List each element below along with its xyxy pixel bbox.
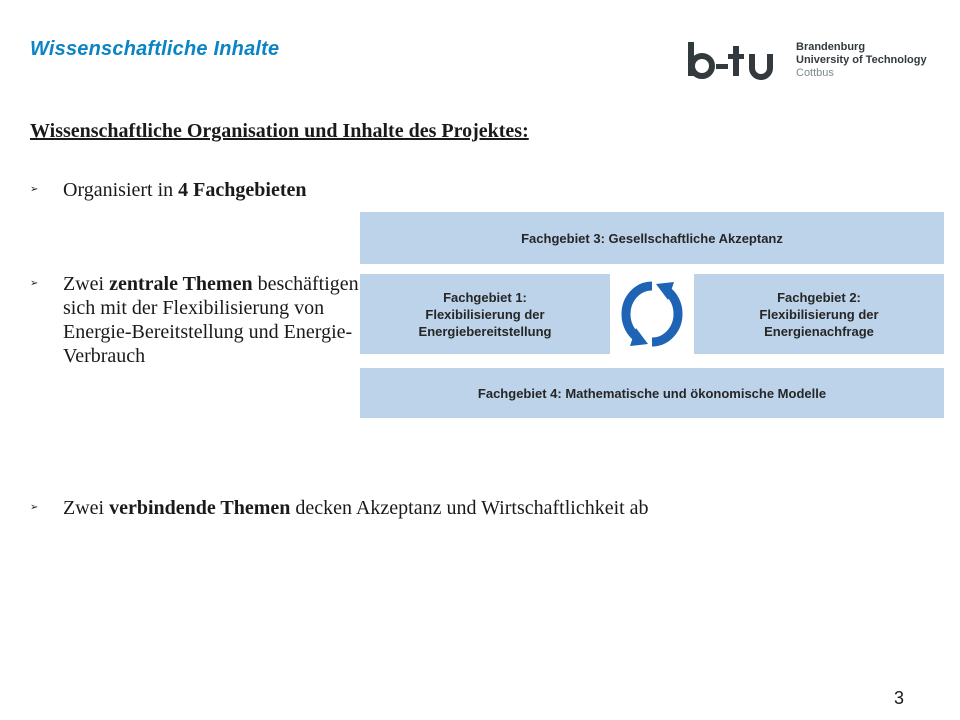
fachgebiet-1-label: Fachgebiet 1: Flexibilisierung der Energiebereitstellung	[418, 289, 552, 339]
fachgebiet-4-box	[360, 368, 944, 418]
fachgebiet-1-box	[360, 274, 610, 354]
logo-line-university: University of Technology	[796, 54, 927, 66]
logo-line-cottbus: Cottbus	[796, 67, 834, 79]
logo-line-brandenburg: Brandenburg	[796, 41, 866, 53]
btu-logo-mark-icon	[686, 38, 786, 82]
bullet-item-verbindende-themen	[30, 496, 930, 520]
bullet-arrow-icon: ➢	[30, 184, 39, 195]
bullet-arrow-icon: ➢	[30, 502, 39, 513]
fachgebiet-2-label: Fachgebiet 2: Flexibilisierung der Energienachfrage	[759, 289, 879, 339]
bullet-text: Zwei verbindende Themen decken Akzeptanz und Wirtschaftlichkeit ab	[63, 497, 649, 519]
bullet-arrow-icon: ➢	[30, 278, 39, 289]
bullet-item-fachgebiete	[30, 178, 306, 202]
fachgebiet-3-box	[360, 212, 944, 264]
fachgebiet-3-label: Fachgebiet 3: Gesellschaftliche Akzeptanz	[521, 230, 783, 246]
bullet-text: Organisiert in 4 Fachgebieten	[63, 179, 307, 201]
fachgebiet-4-label: Fachgebiet 4: Mathematische und ökonomische Modelle	[477, 385, 827, 401]
section-heading: Wissenschaftliche Organisation und Inhalte des Projektes:	[30, 120, 529, 142]
btu-logo	[686, 38, 936, 82]
page-number: 3	[894, 688, 905, 708]
fachgebiet-2-box	[694, 274, 944, 354]
refresh-cycle-icon	[618, 276, 686, 352]
bullet-item-zentrale-themen	[30, 272, 370, 368]
fachgebiete-diagram	[360, 210, 946, 420]
bullet-text: Zwei zentrale Themen beschäftigen sich mit der Flexibilisierung von Energie-Bereitstellung und Energie-Verbrauch	[63, 273, 359, 367]
slide-title: Wissenschaftliche Inhalte	[30, 38, 280, 60]
btu-logo-text	[796, 41, 927, 80]
